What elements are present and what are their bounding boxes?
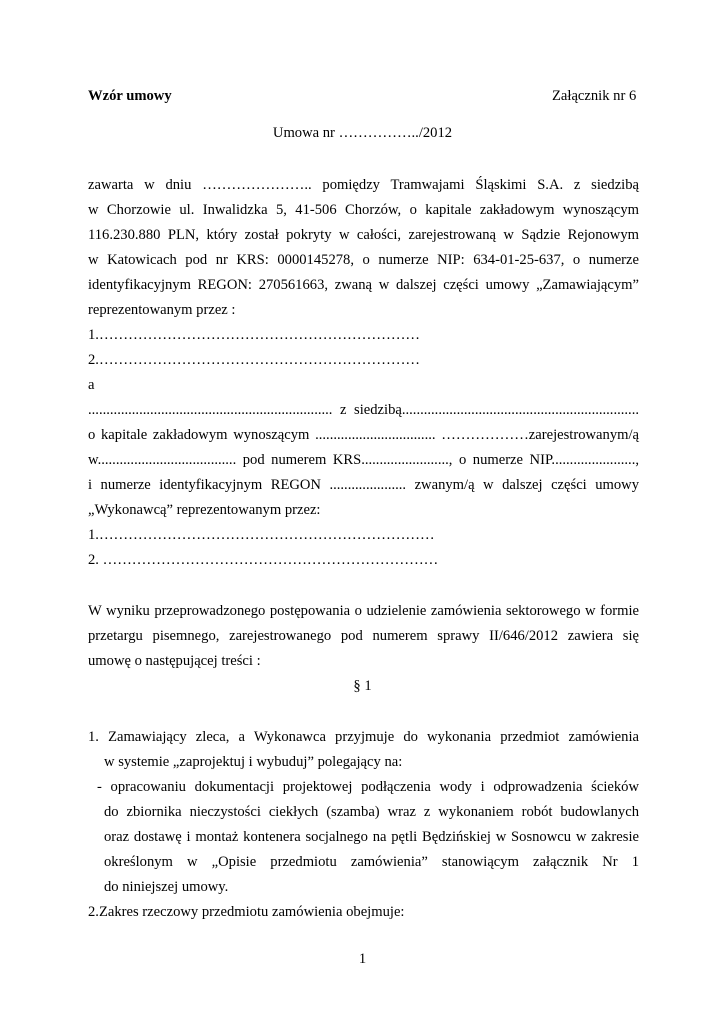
contractor-line-3: w...................................... pod numerem KRS........................, o numerze NIP......................., (88, 452, 639, 468)
contractor-line-1: ................................................................... z siedzibą................................................................. (88, 402, 639, 418)
representative-2: 2.………………………………………………………… (88, 352, 421, 368)
intro-line-2: przetargu pisemnego, zarejestrowanego pod numerem sprawy II/646/2012 zawiera się (88, 628, 639, 644)
contractor-representative-2: 2. …………………………………………………………… (88, 552, 439, 568)
representative-1: 1.………………………………………………………… (88, 327, 421, 343)
contractor-representative-1: 1.…………………………………………………………… (88, 527, 435, 543)
document-label: Wzór umowy (88, 88, 172, 104)
parties-line-3: 116.230.880 PLN, który został pokryty w całości, zarejestrowaną w Sądzie Rejonowym (88, 227, 639, 243)
contractor-line-2: o kapitale zakładowym wynoszącym ................................. ………………zarejestrowanym/ą (88, 427, 639, 443)
clause-1-line-2: w systemie „zaprojektuj i wybuduj” polegający na: (104, 754, 403, 770)
section-heading: § 1 (353, 678, 372, 694)
parties-line-4: w Katowicach pod nr KRS: 0000145278, o numerze NIP: 634-01-25-637, o numerze (88, 252, 639, 268)
intro-line-3: umowę o następującej treści : (88, 653, 261, 669)
parties-line-2: w Chorzowie ul. Inwalidzka 5, 41-506 Chorzów, o kapitale zakładowym wynoszącym (88, 202, 639, 218)
parties-line-5: identyfikacyjnym REGON: 270561663, zwaną w dalszej części umowy „Zamawiającym” (88, 277, 639, 293)
conjunction-and: a (88, 377, 95, 393)
clause-1-line-5: oraz dostawę i montaż kontenera socjalnego na pętli Będzińskiej w Sosnowcu w zakresie (104, 829, 639, 845)
contractor-line-4: i numerze identyfikacyjnym REGON ..................... zwanym/ą w dalszej części umowy (88, 477, 639, 493)
attachment-number: Załącznik nr 6 (552, 88, 637, 104)
clause-1-line-6: określonym w „Opisie przedmiotu zamówienia” stanowiącym załącznik Nr 1 (104, 854, 639, 870)
page-number: 1 (358, 951, 367, 967)
intro-line-1: W wyniku przeprowadzonego postępowania o udzielenie zamówienia sektorowego w formie (88, 603, 639, 619)
clause-2-line-1: 2.Zakres rzeczowy przedmiotu zamówienia obejmuje: (88, 904, 405, 920)
clause-1-line-3: - opracowaniu dokumentacji projektowej podłączenia wody i odprowadzenia ścieków (97, 779, 639, 795)
contract-title: Umowa nr ……………../2012 (272, 125, 453, 141)
clause-1-line-7: do niniejszej umowy. (104, 879, 229, 895)
parties-line-1: zawarta w dniu ………………….. pomiędzy Tramwajami Śląskimi S.A. z siedzibą (88, 177, 639, 193)
clause-1-line-1: 1. Zamawiający zleca, a Wykonawca przyjmuje do wykonania przedmiot zamówienia (88, 729, 639, 745)
parties-line-6: reprezentowanym przez : (88, 302, 236, 318)
clause-1-line-4: do zbiornika nieczystości ciekłych (szamba) wraz z wykonaniem robót budowlanych (104, 804, 639, 820)
contractor-line-5: „Wykonawcą” reprezentowanym przez: (88, 502, 321, 518)
